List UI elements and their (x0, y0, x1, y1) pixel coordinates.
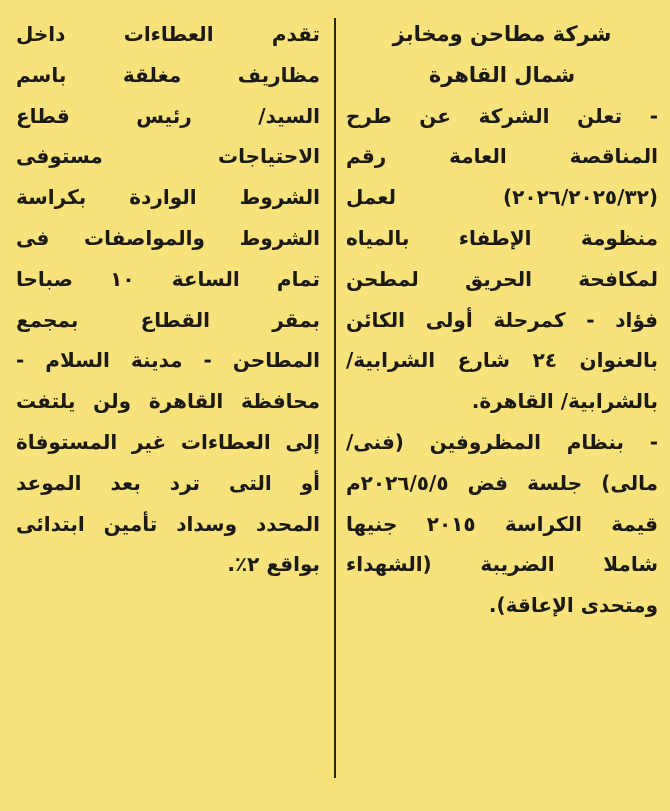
notice-line: بمقر القطاع بمجمع (16, 307, 320, 332)
notice-line: محافظة القاهرة ولن يلتفت (16, 389, 320, 414)
notice-line: - تعلن الشركة عن طرح (346, 103, 658, 128)
notice-line: شاملا الضريبة (الشهداء (346, 552, 658, 577)
notice-line: إلى العطاءات غير المستوفاة (16, 429, 320, 454)
notice-line: المطاحن - مدينة السلام - (16, 348, 320, 373)
notice-left-column (16, 14, 320, 585)
notice-line: قيمة الكراسة ٢٠١٥ جنيها (346, 511, 658, 536)
notice-line: مالى) جلسة فض ٢٠٢٦/٥/٥م (346, 470, 658, 495)
notice-line: (٢٠٢٦/٢٠٢٥/٣٢) لعمل (346, 185, 658, 210)
notice-line: تمام الساعة ١٠ صباحا (16, 266, 320, 291)
company-region: شمال القاهرة (428, 62, 576, 87)
notice-line: الاحتياجات مستوفى (16, 144, 320, 169)
notice-line: الشروط الواردة بكراسة (16, 185, 320, 210)
notice-line: مظاريف مغلقة باسم (16, 62, 320, 87)
column-divider (334, 18, 336, 778)
notice-right-column (346, 14, 658, 626)
notice-line: السيد/ رئيس قطاع (16, 103, 320, 128)
notice-line: بالعنوان ٢٤ شارع الشرابية/ (346, 348, 658, 373)
company-name: شركة مطاحن ومخابز (392, 22, 612, 46)
notice-line: المحدد وسداد تأمين ابتدائى (16, 511, 320, 536)
notice-line: ومتحدى الإعاقة). (488, 593, 658, 618)
notice-line: فؤاد - كمرحلة أولى الكائن (346, 307, 658, 332)
notice-line: المناقصة العامة رقم (346, 144, 658, 169)
notice-line: بواقع ٢٪. (227, 552, 320, 577)
notice-line: منظومة الإطفاء بالمياه (346, 225, 658, 250)
notice-line: بالشرابية/ القاهرة. (471, 389, 658, 414)
notice-line: - بنظام المظروفين (فنى/ (346, 429, 658, 454)
notice-line: أو التى ترد بعد الموعد (16, 470, 320, 495)
notice-line: لمكافحة الحريق لمطحن (346, 266, 658, 291)
notice-line: الشروط والمواصفات فى (16, 225, 320, 250)
notice-line: تقدم العطاءات داخل (16, 22, 320, 46)
